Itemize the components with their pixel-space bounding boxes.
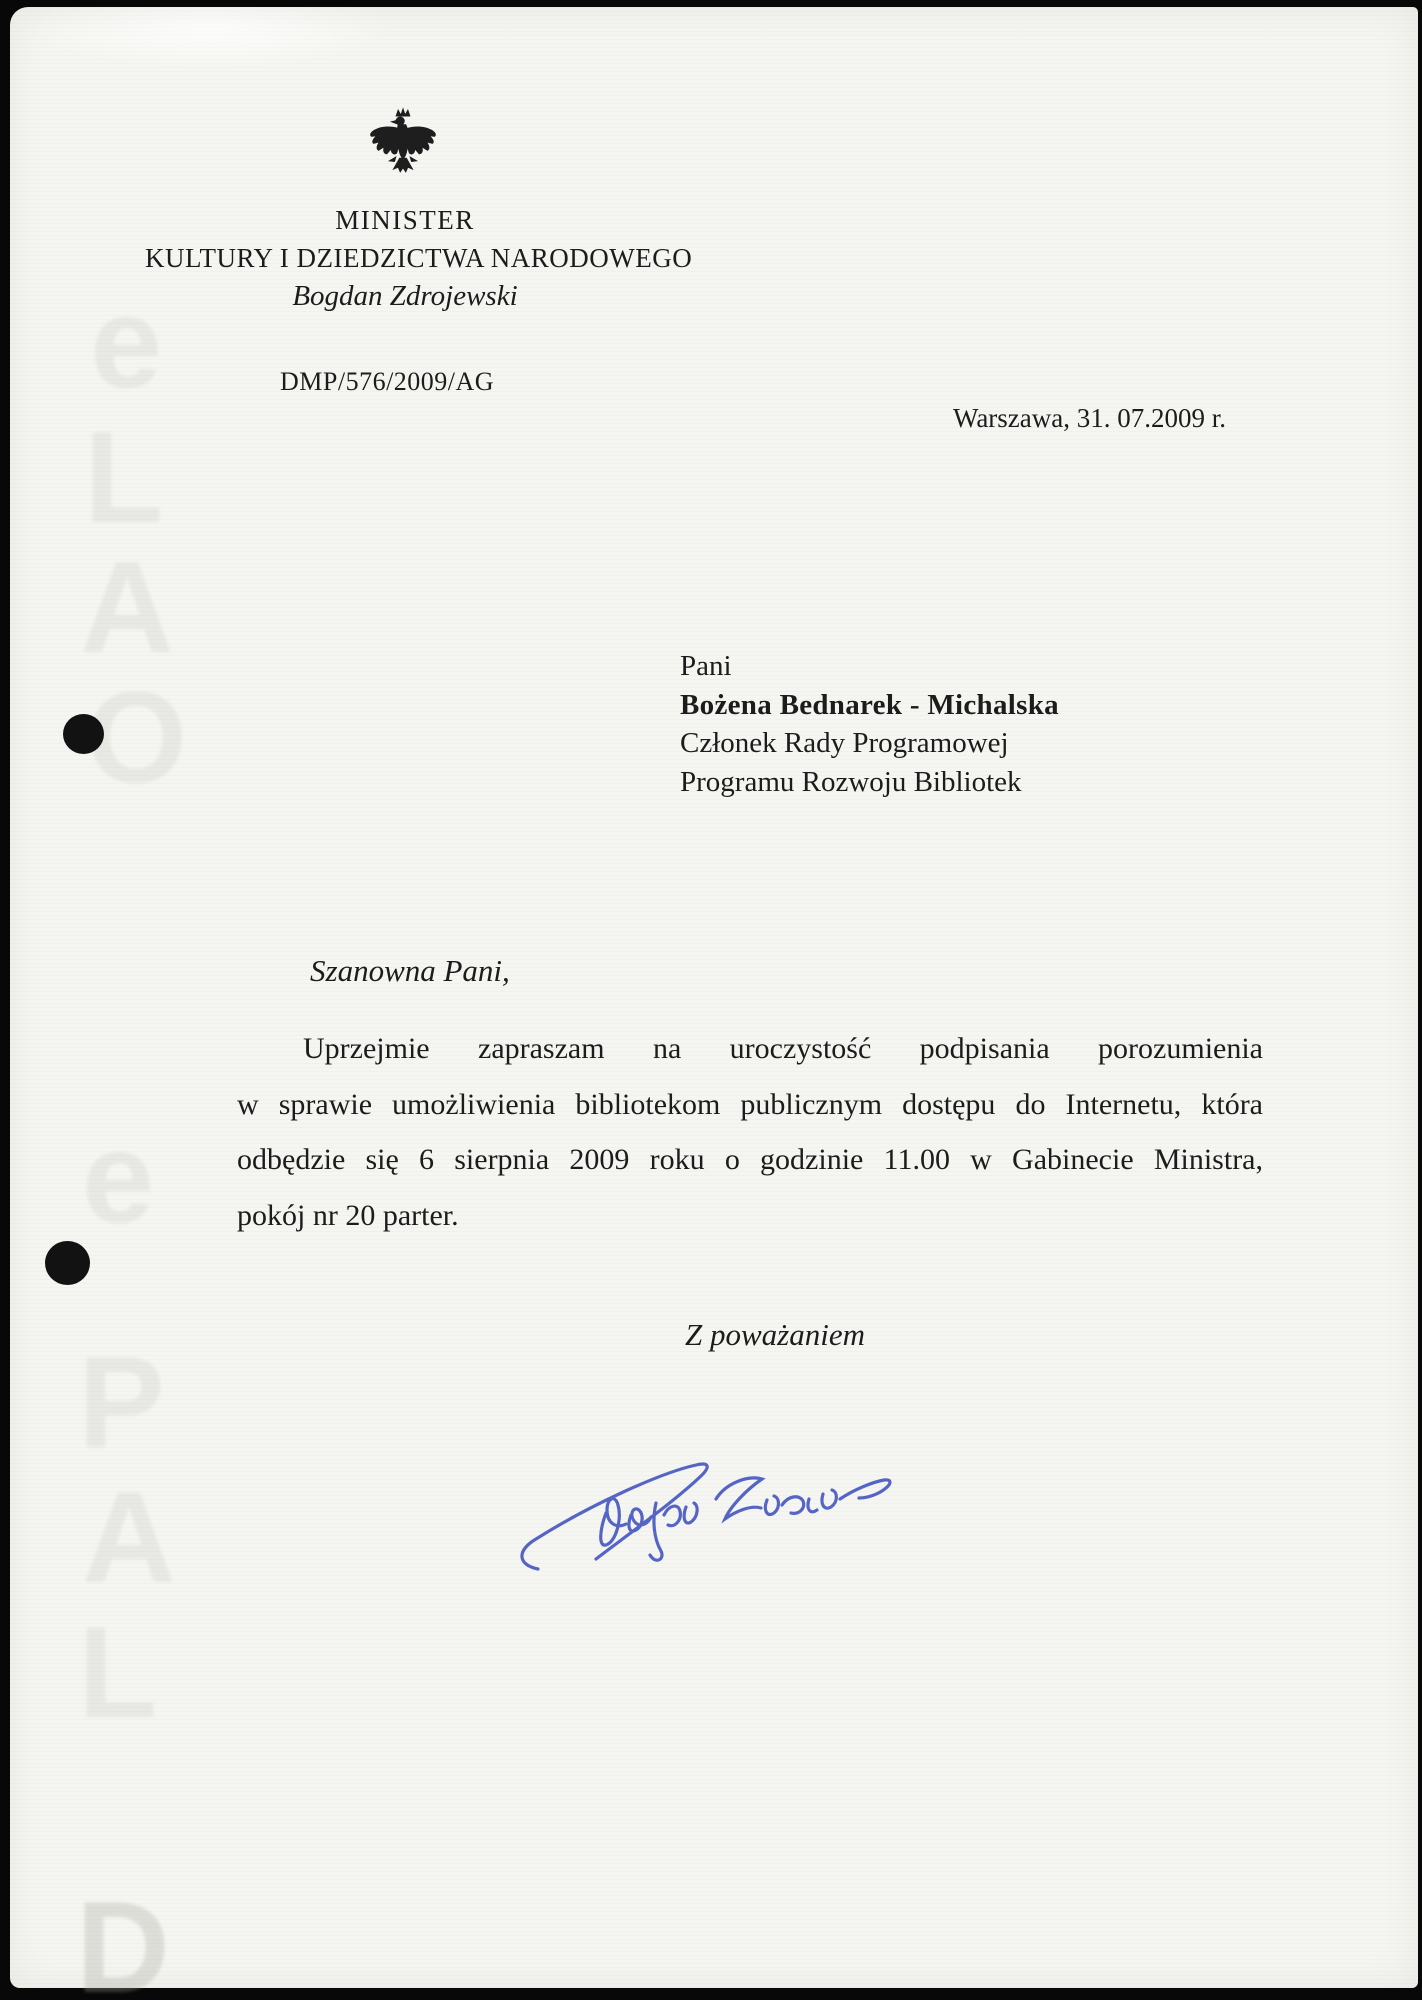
letterhead xyxy=(145,201,693,315)
body-line: w sprawie umożliwienia bibliotekom publicznym dostępu do Internetu, która xyxy=(237,1087,1263,1121)
salutation: Szanowna Pani, xyxy=(310,953,510,988)
body-line: Uprzejmie zapraszam na uroczystość podpisania porozumienia xyxy=(303,1032,1263,1065)
bleed-letter: A xyxy=(82,1464,176,1610)
polish-eagle-emblem-icon xyxy=(368,103,438,193)
handwritten-signature xyxy=(510,1447,900,1587)
recipient-name: Bożena Bednarek - Michalska xyxy=(680,688,1059,721)
bleed-letter: e xyxy=(90,269,163,415)
bleed-letter: O xyxy=(86,664,188,810)
letterhead-title-line1: MINISTER xyxy=(335,205,475,235)
bleed-letter: e xyxy=(82,1104,155,1250)
recipient-prefix: Pani xyxy=(680,650,732,682)
bleed-letter: L xyxy=(78,1599,158,1745)
hole-punch xyxy=(45,1241,90,1285)
bleed-letter: P xyxy=(78,1329,165,1475)
letterhead-minister-name: Bogdan Zdrojewski xyxy=(292,280,518,312)
reference-number: DMP/576/2009/AG xyxy=(280,367,495,396)
dateline: Warszawa, 31. 07.2009 r. xyxy=(953,403,1227,433)
hole-punch xyxy=(63,714,104,754)
bleed-letter: D xyxy=(76,1874,170,2000)
body-line: odbędzie się 6 sierpnia 2009 roku o godzinie 11.00 w Gabinecie Ministra, xyxy=(237,1143,1263,1176)
closing-phrase: Z poważaniem xyxy=(685,1317,865,1352)
body-paragraph xyxy=(237,1021,1263,1243)
recipient-block xyxy=(680,647,1059,801)
bleed-letter: A xyxy=(80,534,174,680)
bleed-letter: L xyxy=(84,404,164,550)
recipient-role-line2: Programu Rozwoju Bibliotek xyxy=(680,765,1022,798)
letterhead-title-line2: KULTURY I DZIEDZICTWA NARODOWEGO xyxy=(145,243,693,273)
body-line: pokój nr 20 parter. xyxy=(237,1198,459,1232)
paper-sheet xyxy=(10,7,1418,2000)
recipient-role-line1: Członek Rady Programowej xyxy=(680,727,1009,759)
